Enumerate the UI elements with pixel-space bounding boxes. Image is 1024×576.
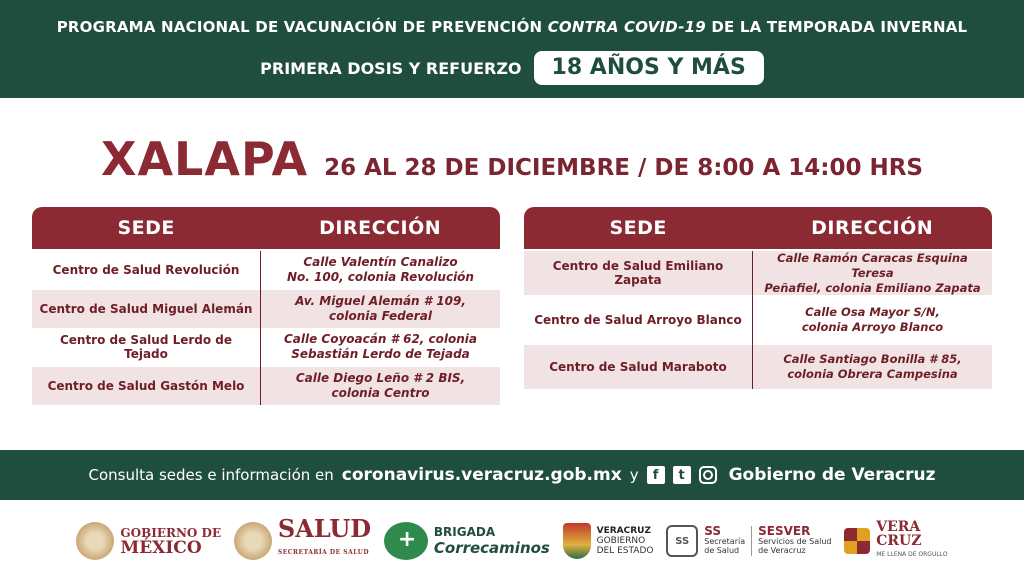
direccion-cell — [752, 345, 992, 389]
logo-subtext: ME LLENA DE ORGULLO — [876, 551, 948, 558]
logo-text: SESVER — [758, 524, 811, 538]
logo-text: CRUZ — [876, 533, 922, 549]
direccion-line: Calle Ramón Caracas Esquina Teresa — [777, 250, 968, 280]
social-handle: Gobierno de Veracruz — [728, 465, 936, 485]
facebook-icon[interactable]: f — [647, 466, 665, 484]
table-row — [524, 251, 992, 295]
direccion-line: Calle Osa Mayor S/N, — [805, 305, 940, 319]
logo-text: Secretaría — [704, 537, 746, 546]
globe-cross-icon — [384, 522, 428, 560]
header-band — [0, 0, 1024, 98]
header-sede: SEDE — [609, 217, 667, 239]
ss-mark-icon: SS — [666, 525, 698, 557]
direccion-line: Av. Miguel Alemán # 109, — [295, 293, 466, 308]
logo-text: SALUD — [277, 514, 372, 543]
table-row — [524, 295, 992, 345]
salud-logo — [234, 514, 372, 565]
direccion-line: colonia Federal — [329, 308, 432, 323]
logo-text: GOBIERNO DE — [120, 526, 222, 540]
sede-cell: Centro de Salud Revolución — [52, 263, 240, 278]
direccion-cell — [752, 295, 992, 345]
logo-text: MÉXICO — [120, 538, 202, 558]
veracruz-gobierno-logo — [563, 523, 654, 559]
veracruz-mark-icon — [844, 528, 870, 554]
twitter-icon[interactable]: t — [673, 466, 691, 484]
program-title-pre: PROGRAMA NACIONAL DE VACUNACIÓN DE PREVENCIÓN — [56, 18, 548, 36]
sedes-table-right — [524, 207, 992, 389]
veracruz-orgullo-logo — [844, 520, 947, 562]
direccion-line: Calle Santiago Bonilla # 85, — [783, 352, 962, 366]
logo-text: Servicios de Salud — [758, 537, 832, 546]
table-row — [524, 345, 992, 389]
direccion-line: Peñafiel, colonia Emiliano Zapata — [764, 280, 981, 295]
header-direccion: DIRECCIÓN — [319, 217, 442, 239]
program-title-post: DE LA TEMPORADA INVERNAL — [705, 18, 968, 36]
logo-text: de Salud — [704, 546, 740, 555]
logo-text: SS — [704, 524, 721, 538]
dose-line — [0, 50, 1024, 86]
direccion-line: Calle Diego Leño # 2 BIS, — [295, 370, 466, 385]
sede-cell: Centro de Salud Lerdo de Tejado — [59, 333, 233, 362]
national-seal-icon — [234, 522, 272, 560]
program-title-emphasis: CONTRA COVID-19 — [547, 18, 706, 36]
header-sede: SEDE — [117, 217, 175, 239]
footer-text: Consulta sedes e información en — [88, 466, 334, 484]
sede-cell: Centro de Salud Maraboto — [549, 360, 727, 374]
location-title — [0, 132, 1024, 188]
direccion-cell — [752, 251, 992, 295]
direccion-line: Calle Coyoacán # 62, colonia — [283, 332, 478, 347]
logo-text: VERACRUZ — [596, 526, 651, 536]
direccion-cell — [260, 290, 500, 329]
sedes-table-left — [32, 207, 500, 405]
direccion-cell — [260, 251, 500, 290]
logo-text: de Veracruz — [758, 546, 806, 555]
table-header — [32, 207, 500, 249]
table-row — [32, 367, 500, 406]
table-row — [32, 251, 500, 290]
city-name: XALAPA — [100, 132, 309, 186]
direccion-line: colonia Obrera Campesina — [787, 367, 958, 381]
direccion-cell — [260, 328, 500, 367]
direccion-line: Calle Valentín Canalizo — [303, 255, 458, 270]
website-link[interactable]: coronavirus.veracruz.gob.mx — [341, 465, 622, 485]
brigada-correcaminos-logo — [384, 522, 550, 560]
national-seal-icon — [76, 522, 114, 560]
sede-cell: Centro de Salud Gastón Melo — [47, 378, 245, 393]
direccion-line: colonia Centro — [331, 385, 430, 400]
instagram-icon[interactable] — [699, 466, 717, 484]
direccion-cell — [260, 367, 500, 406]
ss-sesver-logo — [666, 525, 831, 557]
header-direccion: DIRECCIÓN — [811, 217, 934, 239]
sede-cell: Centro de Salud Miguel Alemán — [39, 301, 253, 316]
sede-cell: Centro de Salud Arroyo Blanco — [534, 313, 742, 327]
table-row — [32, 290, 500, 329]
table-row — [32, 328, 500, 367]
logo-text: Correcaminos — [433, 539, 550, 557]
sede-cell: Centro de Salud Emiliano Zapata — [552, 259, 724, 287]
table-header — [524, 207, 992, 249]
dose-label: PRIMERA DOSIS Y REFUERZO — [260, 58, 522, 78]
logo-text: BRIGADA — [433, 525, 496, 539]
footer-and: y — [629, 466, 639, 484]
logo-text: VERA — [876, 519, 921, 535]
direccion-line: No. 100, colonia Revolución — [287, 270, 474, 285]
direccion-line: Sebastián Lerdo de Tejada — [291, 347, 470, 362]
age-badge: 18 AÑOS Y MÁS — [534, 51, 764, 85]
logo-text: DEL ESTADO — [596, 546, 654, 556]
direccion-line: colonia Arroyo Blanco — [801, 320, 944, 334]
gobierno-de-mexico-logo — [76, 522, 221, 560]
logo-subtext: SECRETARÍA DE SALUD — [277, 549, 370, 556]
program-title — [0, 18, 1024, 36]
footer-band — [0, 450, 1024, 500]
coat-of-arms-icon — [563, 523, 591, 559]
logo-text: GOBIERNO — [596, 536, 646, 546]
date-time: 26 AL 28 DE DICIEMBRE / DE 8:00 A 14:00 HRS — [324, 155, 923, 181]
logo-strip — [0, 506, 1024, 576]
divider — [751, 526, 752, 556]
